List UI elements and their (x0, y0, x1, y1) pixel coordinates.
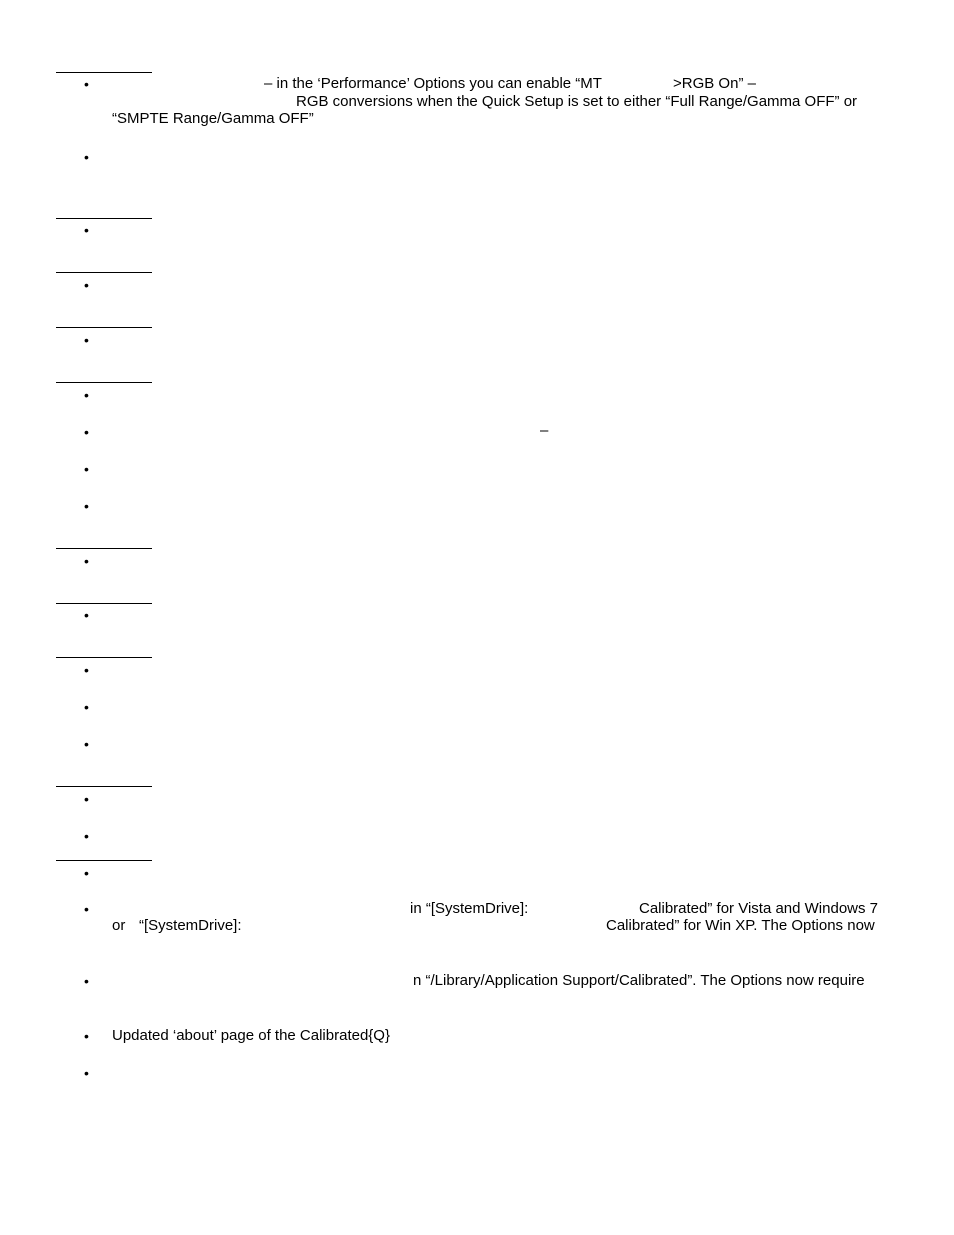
list-bullet: • (84, 699, 89, 715)
list-bullet: • (84, 865, 89, 881)
list-bullet: • (84, 901, 89, 917)
section-rule (56, 218, 152, 219)
section-rule (56, 72, 152, 73)
text-fragment: “[SystemDrive]: (139, 917, 242, 934)
text-fragment: in “[SystemDrive]: (410, 900, 529, 917)
list-bullet: • (84, 1028, 89, 1044)
text-fragment: Calibrated” for Win XP. The Options now (606, 917, 875, 934)
list-bullet: • (84, 553, 89, 569)
list-bullet: • (84, 76, 89, 92)
text-fragment: “SMPTE Range/Gamma OFF” (112, 110, 314, 127)
section-rule (56, 860, 152, 861)
text-fragment: – (540, 422, 549, 439)
list-bullet: • (84, 736, 89, 752)
text-fragment: n “/Library/Application Support/Calibrated”. The Options now require (413, 972, 865, 989)
text-fragment: – in the ‘Performance’ Options you can enable “MT (264, 75, 602, 92)
list-bullet: • (84, 461, 89, 477)
text-fragment: Updated ‘about’ page of the Calibrated{Q} (112, 1027, 390, 1044)
list-bullet: • (84, 828, 89, 844)
section-rule (56, 327, 152, 328)
list-bullet: • (84, 277, 89, 293)
section-rule (56, 272, 152, 273)
list-bullet: • (84, 607, 89, 623)
list-bullet: • (84, 662, 89, 678)
list-bullet: • (84, 387, 89, 403)
text-fragment: Calibrated” for Vista and Windows 7 (639, 900, 879, 917)
list-bullet: • (84, 149, 89, 165)
list-bullet: • (84, 424, 89, 440)
section-rule (56, 603, 152, 604)
text-fragment: or (112, 917, 126, 934)
section-rule (56, 786, 152, 787)
text-fragment: >RGB On” – (673, 75, 756, 92)
section-rule (56, 548, 152, 549)
list-bullet: • (84, 222, 89, 238)
text-fragment: RGB conversions when the Quick Setup is set to either “Full Range/Gamma OFF” or (296, 93, 858, 110)
list-bullet: • (84, 498, 89, 514)
list-bullet: • (84, 973, 89, 989)
section-rule (56, 657, 152, 658)
section-rule (56, 382, 152, 383)
list-bullet: • (84, 1065, 89, 1081)
list-bullet: • (84, 791, 89, 807)
list-bullet: • (84, 332, 89, 348)
